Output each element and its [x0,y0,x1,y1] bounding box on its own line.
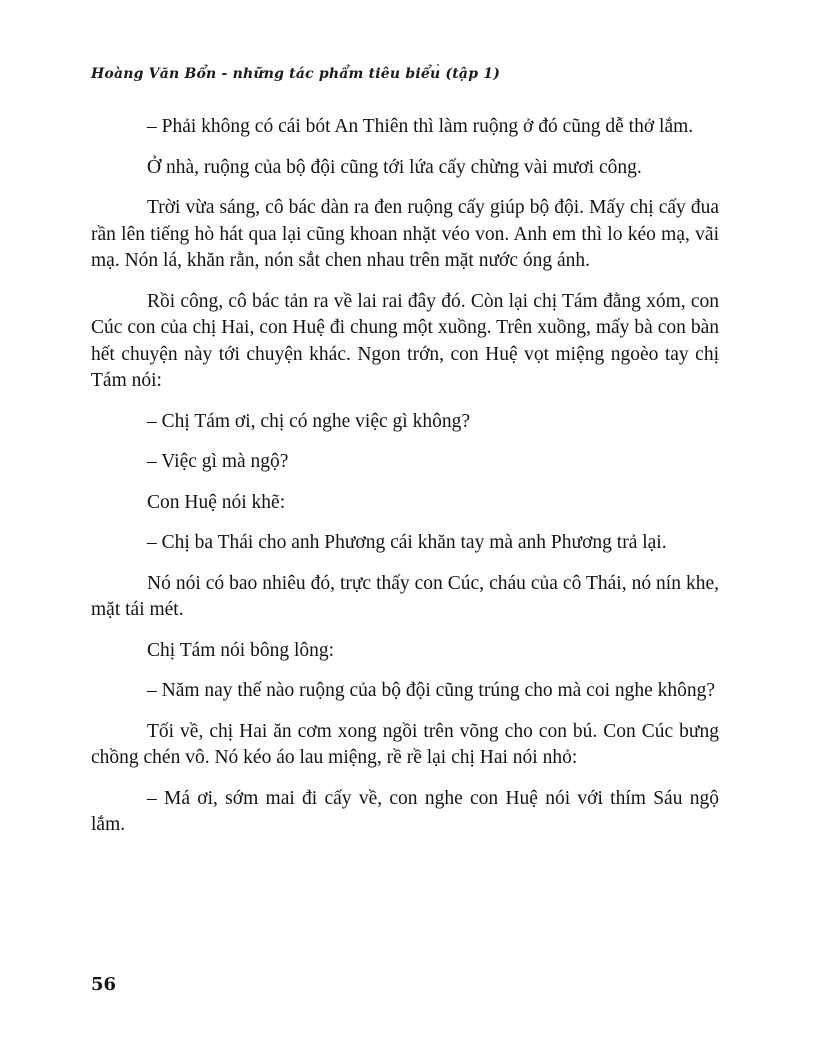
paragraph: Rồi công, cô bác tản ra về lai rai đây đó. Còn lại chị Tám đằng xóm, con Cúc con của chị Hai, con Huệ đi chung một xuồng. Trên xuồng, mấy bà con bàn hết chuyện này tới chuyện khác. Ngon trớn, con Huệ vọt miệng ngoèo tay chị Tám nói: [91,290,719,391]
paragraph: Chị Tám nói bông lông: [147,639,335,661]
paragraph: Tối về, chị Hai ăn cơm xong ngồi trên võng cho con bú. Con Cúc bưng chồng chén vô. Nó kéo áo lau miệng, rề rề lại chị Hai nói nhỏ: [91,720,719,768]
paragraph: Ở nhà, ruộng của bộ đội cũng tới lứa cấy chừng vài mươi công. [147,156,642,178]
dialogue-line: – Má ơi, sớm mai đi cấy về, con nghe con Huệ nói với thím Sáu ngộ lắm. [91,787,719,835]
running-header: Hoàng Văn Bổn - những tác phẩm tiêu biểu (tập 1) [91,66,501,82]
page-number: 56 [91,974,117,995]
dialogue-line: – Chị Tám ơi, chị có nghe việc gì không? [147,410,470,432]
paragraph: Trời vừa sáng, cô bác dàn ra đen ruộng cấy giúp bộ đội. Mấy chị cấy đua rần lên tiếng hò hát qua lại cũng khoan nhặt véo von. Anh em thì lo kéo mạ, vãi mạ. Nón lá, khăn rằn, nón sắt chen nhau trên mặt nước óng ánh. [91,197,719,271]
dialogue-line: – Chị ba Thái cho anh Phương cái khăn tay mà anh Phương trả lại. [147,532,667,553]
paragraph: Con Huệ nói khẽ: [147,491,286,513]
dialogue-line: – Việc gì mà ngộ? [147,451,289,472]
scan-speck [437,64,439,66]
dialogue-line: – Năm nay thế nào ruộng của bộ đội cũng trúng cho mà coi nghe không? [147,680,716,701]
body-text [91,114,719,839]
paragraph: – Phải không có cái bót An Thiên thì làm ruộng ở đó cũng dễ thở lắm. [147,116,694,137]
paragraph: Nó nói có bao nhiêu đó, trực thấy con Cúc, cháu của cô Thái, nó nín khe, mặt tái mét. [91,572,719,620]
